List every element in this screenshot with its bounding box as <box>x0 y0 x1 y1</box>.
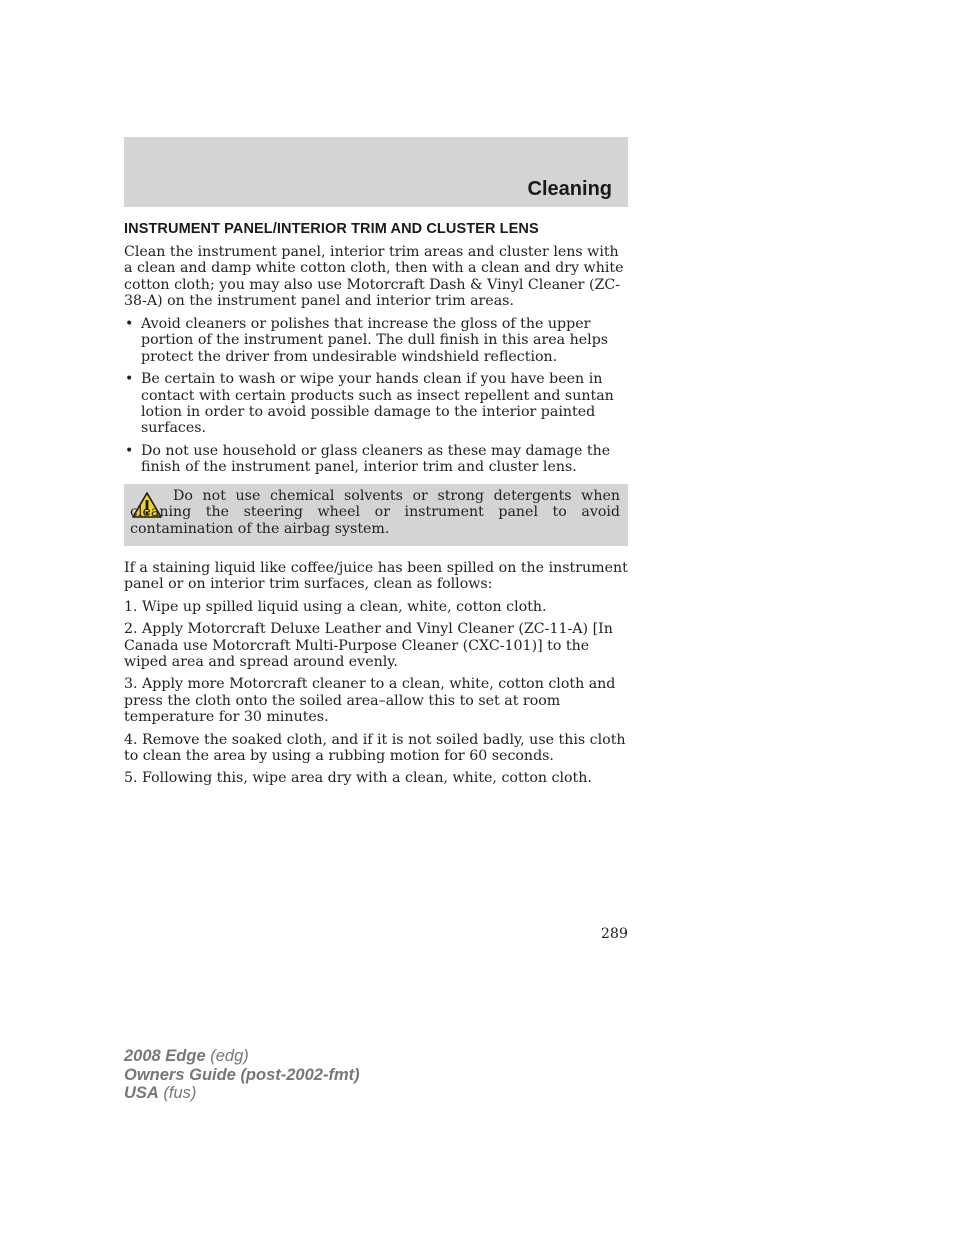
document-footer <box>124 1047 360 1103</box>
step-1: 1. Wipe up spilled liquid using a clean, white, cotton cloth. <box>124 598 547 615</box>
bullet-list <box>124 316 628 482</box>
section-header-band <box>124 137 628 207</box>
warning-box <box>124 484 628 546</box>
footer-model: 2008 Edge <box>124 1047 206 1065</box>
bullet-text: Be certain to wash or wipe your hands clean if you have been in contact with certain products such as insect repellent and suntan lotion in order to avoid possible damage to the interior painted surfaces. <box>141 371 614 437</box>
list-item <box>124 371 628 437</box>
bullet-glyph: • <box>125 316 134 332</box>
spill-intro: If a staining liquid like coffee/juice has been spilled on the instrument panel or on interior trim surfaces, clean as follows: <box>124 560 628 593</box>
bullet-text: Avoid cleaners or polishes that increase the gloss of the upper portion of the instrument panel. The dull finish in this area helps protect the driver from undesirable windshield reflection. <box>141 316 609 365</box>
footer-market-code: (fus) <box>158 1084 197 1102</box>
intro-paragraph: Clean the instrument panel, interior trim areas and cluster lens with a clean and damp white cotton cloth, then with a clean and dry white cotton cloth; you may also use Motorcraft Dash & Vinyl Cleaner (ZC-38-A) on the instrument panel and interior trim areas. <box>124 244 624 310</box>
spill-instructions <box>124 560 628 793</box>
section-title: Cleaning <box>527 178 612 200</box>
bullet-text: Do not use household or glass cleaners as these may damage the finish of the instrument panel, interior trim and cluster lens. <box>141 442 611 476</box>
bullet-glyph: • <box>125 371 134 388</box>
page-number: 289 <box>600 926 628 942</box>
list-item <box>124 443 628 476</box>
footer-market: USA <box>124 1084 159 1102</box>
step-3: 3. Apply more Motorcraft cleaner to a clean, white, cotton cloth and press the cloth onto the soiled area–allow this to set at room temperature for 30 minutes. <box>124 676 616 726</box>
bullet-glyph: • <box>125 442 134 459</box>
list-item <box>124 316 628 365</box>
warning-text: Do not use chemical solvents or strong detergents when cleaning the steering wheel or instrument panel to avoid contamination of the airbag system. <box>130 488 620 537</box>
footer-line-3 <box>124 1084 360 1103</box>
step-5: 5. Following this, wipe area dry with a clean, white, cotton cloth. <box>124 770 592 787</box>
step-4: 4. Remove the soaked cloth, and if it is not soiled badly, use this cloth to clean the area by using a rubbing motion for 60 seconds. <box>124 731 626 765</box>
footer-line-1 <box>124 1047 360 1066</box>
footer-model-code: (edg) <box>205 1047 249 1065</box>
footer-line-2: Owners Guide (post-2002-fmt) <box>124 1065 360 1084</box>
step-2: 2. Apply Motorcraft Deluxe Leather and Vinyl Cleaner (ZC-11-A) [In Canada use Motorcraft Multi-Purpose Cleaner (CXC-101)] to the wiped area and spread around evenly. <box>124 621 613 671</box>
section-heading: INSTRUMENT PANEL/INTERIOR TRIM AND CLUSTER LENS <box>124 221 539 237</box>
